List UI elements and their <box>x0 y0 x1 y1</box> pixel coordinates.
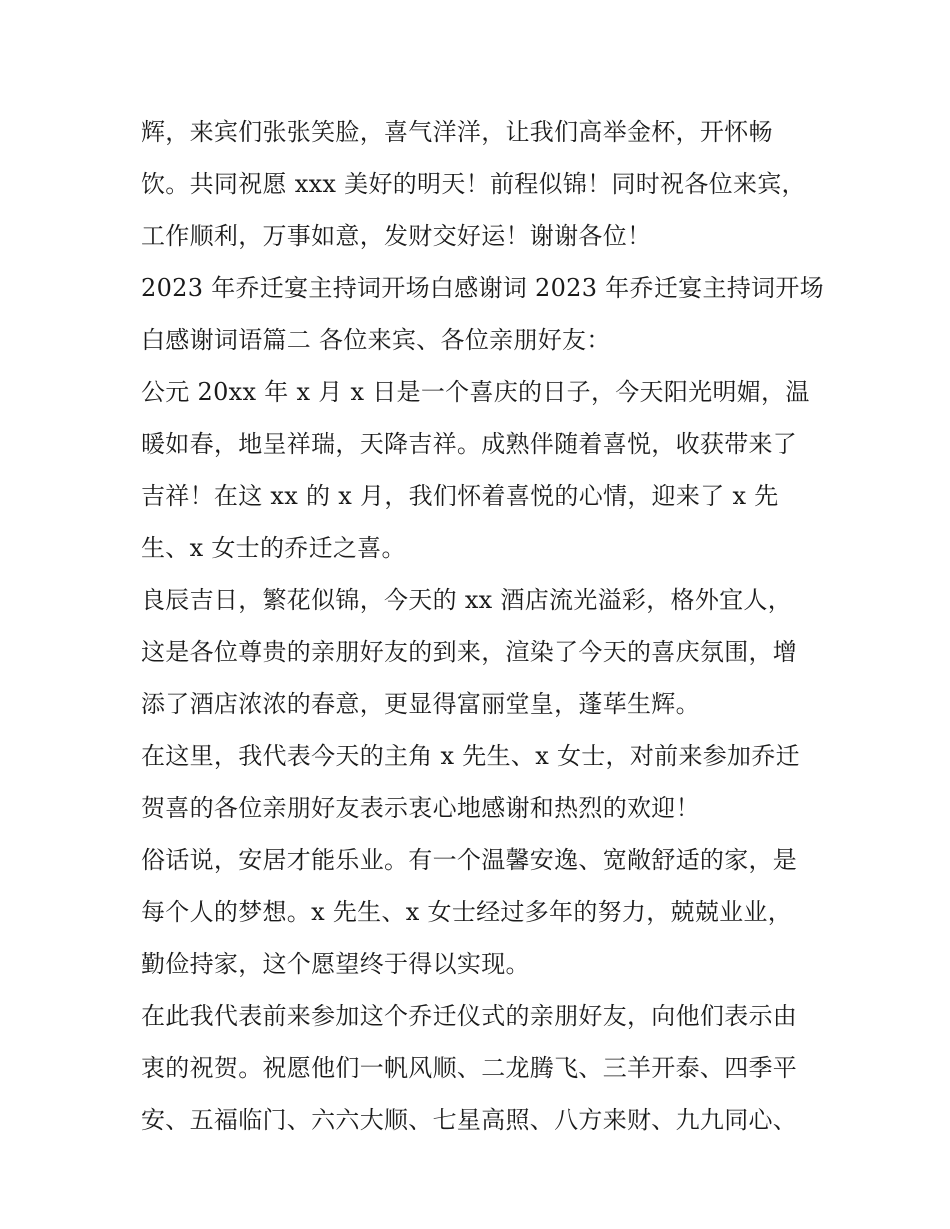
text-line: 俗话说，安居才能乐业。有一个温馨安逸、宽敞舒适的家，是 <box>141 846 798 874</box>
text-line: 每个人的梦想。x 先生、x 女士经过多年的努力，兢兢业业， <box>141 898 793 926</box>
text-line: 吉祥！在这 xx 的 x 月，我们怀着喜悦的心情，迎来了 x 先 <box>141 482 779 510</box>
text-line: 贺喜的各位亲朋好友表示衷心地感谢和热烈的欢迎！ <box>141 794 700 822</box>
text-line: 生、x 女士的乔迁之喜。 <box>141 534 406 562</box>
text-line: 工作顺利，万事如意，发财交好运！谢谢各位！ <box>141 222 652 250</box>
text-line: 这是各位尊贵的亲朋好友的到来，渲染了今天的喜庆氛围，增 <box>141 638 798 666</box>
text-line: 2023 年乔迁宴主持词开场白感谢词 2023 年乔迁宴主持词开场 <box>141 274 824 302</box>
document-body <box>141 110 824 1150</box>
text-line: 公元 20xx 年 x 月 x 日是一个喜庆的日子，今天阳光明媚，温 <box>141 378 810 406</box>
text-line: 添了酒店浓浓的春意，更显得富丽堂皇，蓬荜生辉。 <box>141 690 700 718</box>
text-line: 辉，来宾们张张笑脸，喜气洋洋，让我们高举金杯，开怀畅 <box>141 118 773 146</box>
text-line: 暖如春，地呈祥瑞，天降吉祥。成熟伴随着喜悦，收获带来了 <box>141 430 798 458</box>
text-line: 在此我代表前来参加这个乔迁仪式的亲朋好友，向他们表示由 <box>141 1002 798 1030</box>
text-line: 勤俭持家，这个愿望终于得以实现。 <box>141 950 530 978</box>
text-line: 饮。共同祝愿 xxx 美好的明天！前程似锦！同时祝各位来宾， <box>141 170 806 198</box>
text-line: 在这里，我代表今天的主角 x 先生、x 女士，对前来参加乔迁 <box>141 742 800 770</box>
text-line: 衷的祝贺。祝愿他们一帆风顺、二龙腾飞、三羊开泰、四季平 <box>141 1054 798 1082</box>
text-line: 白感谢词语篇二 各位来宾、各位亲朋好友： <box>141 326 611 354</box>
text-line: 安、五福临门、六六大顺、七星高照、八方来财、九九同心、 <box>141 1106 798 1134</box>
text-line: 良辰吉日，繁花似锦，今天的 xx 酒店流光溢彩，格外宜人， <box>141 586 793 614</box>
